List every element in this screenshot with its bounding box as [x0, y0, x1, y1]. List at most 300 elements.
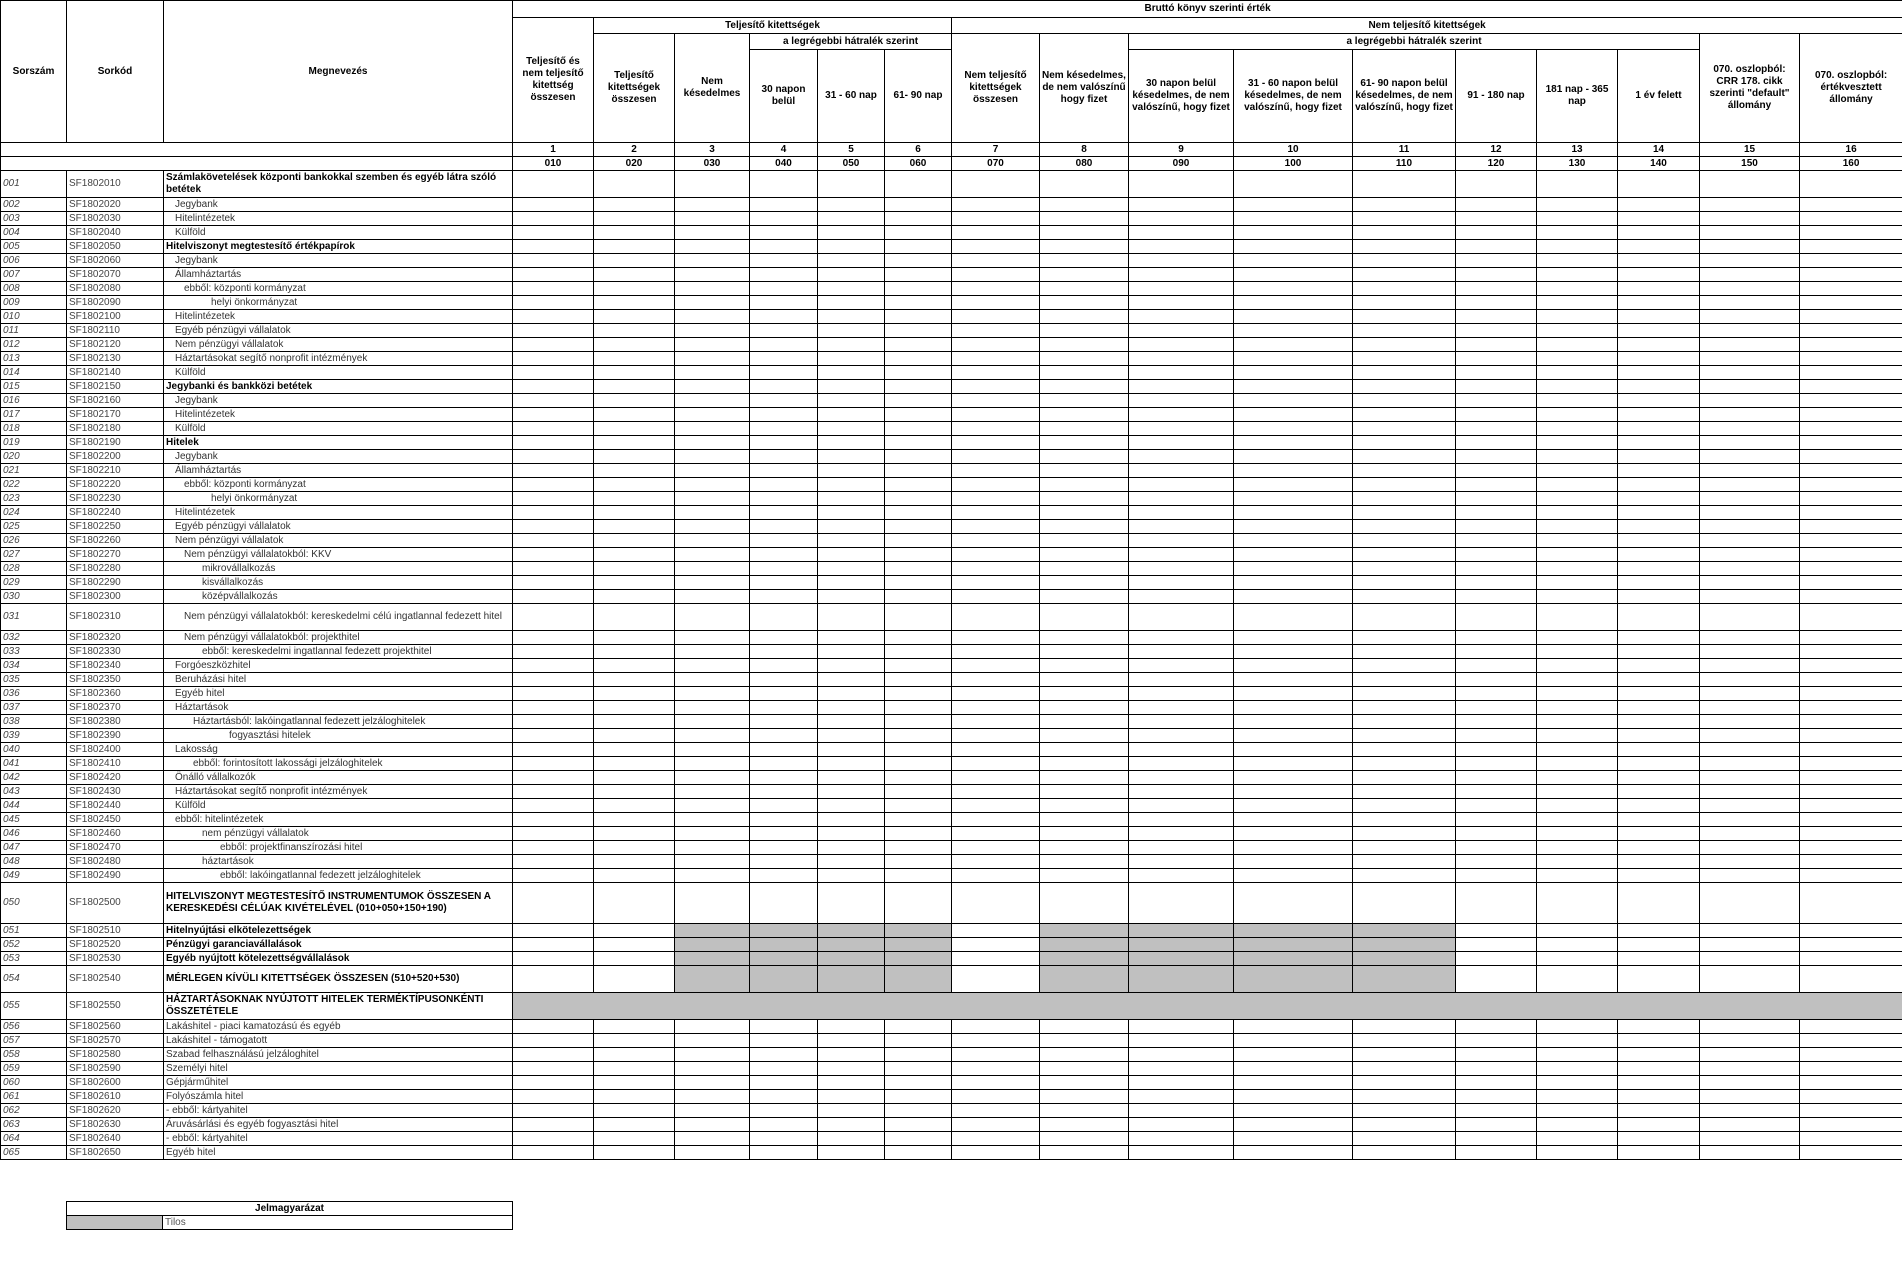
value-cell[interactable]	[513, 198, 594, 212]
value-cell[interactable]	[750, 576, 818, 590]
value-cell[interactable]	[1618, 883, 1700, 924]
value-cell[interactable]	[1234, 855, 1353, 869]
value-cell[interactable]	[1537, 757, 1618, 771]
value-cell[interactable]	[1040, 562, 1129, 576]
value-cell[interactable]	[1700, 506, 1800, 520]
value-cell[interactable]	[750, 1090, 818, 1104]
value-cell[interactable]	[1800, 952, 1902, 966]
value-cell[interactable]	[1234, 1034, 1353, 1048]
value-cell[interactable]	[1537, 687, 1618, 701]
value-cell[interactable]	[1353, 799, 1456, 813]
value-cell[interactable]	[1537, 352, 1618, 366]
value-cell[interactable]	[952, 813, 1040, 827]
value-cell[interactable]	[952, 757, 1040, 771]
value-cell[interactable]	[1537, 1034, 1618, 1048]
value-cell[interactable]	[1234, 1132, 1353, 1146]
value-cell[interactable]	[750, 1104, 818, 1118]
value-cell[interactable]	[818, 198, 885, 212]
value-cell[interactable]	[594, 506, 675, 520]
value-cell[interactable]	[1129, 450, 1234, 464]
value-cell[interactable]	[513, 520, 594, 534]
value-cell[interactable]	[1129, 226, 1234, 240]
value-cell[interactable]	[818, 226, 885, 240]
value-cell[interactable]	[1537, 254, 1618, 268]
value-cell[interactable]	[1700, 841, 1800, 855]
value-cell[interactable]	[1618, 1146, 1700, 1160]
value-cell[interactable]	[1537, 548, 1618, 562]
value-cell[interactable]	[1040, 436, 1129, 450]
value-cell[interactable]	[1353, 562, 1456, 576]
value-cell[interactable]	[1618, 520, 1700, 534]
value-cell[interactable]	[885, 380, 952, 394]
value-cell[interactable]	[1353, 492, 1456, 506]
value-cell[interactable]	[952, 212, 1040, 226]
value-cell[interactable]	[1537, 282, 1618, 296]
value-cell[interactable]	[1700, 701, 1800, 715]
value-cell[interactable]	[513, 841, 594, 855]
value-cell[interactable]	[818, 771, 885, 785]
value-cell[interactable]	[885, 855, 952, 869]
value-cell[interactable]	[1618, 408, 1700, 422]
value-cell[interactable]	[1800, 1062, 1902, 1076]
value-cell[interactable]	[594, 198, 675, 212]
value-cell[interactable]	[1456, 1090, 1537, 1104]
value-cell[interactable]	[818, 1034, 885, 1048]
value-cell[interactable]	[952, 1104, 1040, 1118]
value-cell[interactable]	[1537, 450, 1618, 464]
value-cell[interactable]	[1618, 799, 1700, 813]
value-cell[interactable]	[1234, 757, 1353, 771]
value-cell[interactable]	[1618, 1048, 1700, 1062]
value-cell[interactable]	[1129, 1118, 1234, 1132]
value-cell[interactable]	[1234, 171, 1353, 198]
value-cell[interactable]	[675, 799, 750, 813]
value-cell[interactable]	[750, 604, 818, 631]
value-cell[interactable]	[513, 883, 594, 924]
value-cell[interactable]	[594, 673, 675, 687]
value-cell[interactable]	[1618, 296, 1700, 310]
value-cell[interactable]	[952, 604, 1040, 631]
value-cell[interactable]	[1234, 1076, 1353, 1090]
value-cell[interactable]	[750, 436, 818, 450]
value-cell[interactable]	[818, 520, 885, 534]
value-cell[interactable]	[1456, 827, 1537, 841]
value-cell[interactable]	[1129, 604, 1234, 631]
value-cell[interactable]	[1353, 464, 1456, 478]
value-cell[interactable]	[1040, 254, 1129, 268]
value-cell[interactable]	[1537, 436, 1618, 450]
value-cell[interactable]	[594, 631, 675, 645]
value-cell[interactable]	[1700, 1020, 1800, 1034]
value-cell[interactable]	[1537, 1104, 1618, 1118]
value-cell[interactable]	[1129, 464, 1234, 478]
value-cell[interactable]	[1537, 729, 1618, 743]
value-cell[interactable]	[1129, 240, 1234, 254]
value-cell[interactable]	[818, 1048, 885, 1062]
value-cell[interactable]	[1700, 198, 1800, 212]
value-cell[interactable]	[513, 673, 594, 687]
value-cell[interactable]	[1800, 1020, 1902, 1034]
value-cell[interactable]	[1800, 171, 1902, 198]
value-cell[interactable]	[1129, 380, 1234, 394]
value-cell[interactable]	[594, 450, 675, 464]
value-cell[interactable]	[1800, 841, 1902, 855]
value-cell[interactable]	[885, 310, 952, 324]
value-cell[interactable]	[1800, 1090, 1902, 1104]
value-cell[interactable]	[675, 1090, 750, 1104]
value-cell[interactable]	[675, 1034, 750, 1048]
value-cell[interactable]	[1700, 562, 1800, 576]
value-cell[interactable]	[594, 464, 675, 478]
value-cell[interactable]	[594, 1034, 675, 1048]
value-cell[interactable]	[1234, 422, 1353, 436]
value-cell[interactable]	[675, 450, 750, 464]
value-cell[interactable]	[1040, 869, 1129, 883]
value-cell[interactable]	[675, 1076, 750, 1090]
value-cell[interactable]	[750, 673, 818, 687]
value-cell[interactable]	[1353, 729, 1456, 743]
value-cell[interactable]	[952, 422, 1040, 436]
value-cell[interactable]	[1700, 924, 1800, 938]
value-cell[interactable]	[952, 785, 1040, 799]
value-cell[interactable]	[1353, 212, 1456, 226]
value-cell[interactable]	[594, 757, 675, 771]
value-cell[interactable]	[1537, 366, 1618, 380]
value-cell[interactable]	[750, 729, 818, 743]
value-cell[interactable]	[1700, 715, 1800, 729]
value-cell[interactable]	[675, 813, 750, 827]
value-cell[interactable]	[675, 254, 750, 268]
value-cell[interactable]	[1129, 883, 1234, 924]
value-cell[interactable]	[952, 408, 1040, 422]
value-cell[interactable]	[818, 743, 885, 757]
value-cell[interactable]	[1040, 226, 1129, 240]
value-cell[interactable]	[885, 492, 952, 506]
value-cell[interactable]	[750, 422, 818, 436]
value-cell[interactable]	[952, 659, 1040, 673]
value-cell[interactable]	[1800, 310, 1902, 324]
value-cell[interactable]	[1537, 1020, 1618, 1034]
value-cell[interactable]	[513, 590, 594, 604]
value-cell[interactable]	[750, 562, 818, 576]
value-cell[interactable]	[750, 478, 818, 492]
value-cell[interactable]	[1353, 841, 1456, 855]
value-cell[interactable]	[1537, 576, 1618, 590]
value-cell[interactable]	[513, 338, 594, 352]
value-cell[interactable]	[1800, 282, 1902, 296]
value-cell[interactable]	[1537, 1062, 1618, 1076]
value-cell[interactable]	[885, 1034, 952, 1048]
value-cell[interactable]	[675, 1118, 750, 1132]
value-cell[interactable]	[1040, 743, 1129, 757]
value-cell[interactable]	[1800, 506, 1902, 520]
value-cell[interactable]	[952, 1076, 1040, 1090]
value-cell[interactable]	[1800, 883, 1902, 924]
value-cell[interactable]	[513, 1090, 594, 1104]
value-cell[interactable]	[1234, 240, 1353, 254]
value-cell[interactable]	[1353, 408, 1456, 422]
value-cell[interactable]	[885, 408, 952, 422]
value-cell[interactable]	[675, 576, 750, 590]
value-cell[interactable]	[1129, 869, 1234, 883]
value-cell[interactable]	[818, 464, 885, 478]
value-cell[interactable]	[1800, 743, 1902, 757]
value-cell[interactable]	[1040, 394, 1129, 408]
value-cell[interactable]	[1700, 352, 1800, 366]
value-cell[interactable]	[1353, 394, 1456, 408]
value-cell[interactable]	[1234, 366, 1353, 380]
value-cell[interactable]	[885, 883, 952, 924]
value-cell[interactable]	[1353, 757, 1456, 771]
value-cell[interactable]	[1353, 855, 1456, 869]
value-cell[interactable]	[675, 631, 750, 645]
value-cell[interactable]	[885, 1104, 952, 1118]
value-cell[interactable]	[1618, 422, 1700, 436]
value-cell[interactable]	[952, 687, 1040, 701]
value-cell[interactable]	[1618, 757, 1700, 771]
value-cell[interactable]	[513, 478, 594, 492]
value-cell[interactable]	[675, 743, 750, 757]
value-cell[interactable]	[513, 645, 594, 659]
value-cell[interactable]	[1700, 492, 1800, 506]
value-cell[interactable]	[1353, 590, 1456, 604]
value-cell[interactable]	[1700, 380, 1800, 394]
value-cell[interactable]	[952, 436, 1040, 450]
value-cell[interactable]	[952, 673, 1040, 687]
value-cell[interactable]	[1700, 534, 1800, 548]
value-cell[interactable]	[594, 352, 675, 366]
value-cell[interactable]	[1700, 338, 1800, 352]
value-cell[interactable]	[818, 1132, 885, 1146]
value-cell[interactable]	[818, 310, 885, 324]
value-cell[interactable]	[1129, 366, 1234, 380]
value-cell[interactable]	[1234, 394, 1353, 408]
value-cell[interactable]	[1234, 1020, 1353, 1034]
value-cell[interactable]	[885, 1118, 952, 1132]
value-cell[interactable]	[1537, 631, 1618, 645]
value-cell[interactable]	[885, 729, 952, 743]
value-cell[interactable]	[513, 604, 594, 631]
value-cell[interactable]	[818, 659, 885, 673]
value-cell[interactable]	[818, 785, 885, 799]
value-cell[interactable]	[1353, 1048, 1456, 1062]
value-cell[interactable]	[1800, 380, 1902, 394]
value-cell[interactable]	[952, 534, 1040, 548]
value-cell[interactable]	[675, 687, 750, 701]
value-cell[interactable]	[1700, 799, 1800, 813]
value-cell[interactable]	[818, 408, 885, 422]
value-cell[interactable]	[952, 743, 1040, 757]
value-cell[interactable]	[885, 324, 952, 338]
value-cell[interactable]	[1353, 534, 1456, 548]
value-cell[interactable]	[1800, 422, 1902, 436]
value-cell[interactable]	[1353, 450, 1456, 464]
value-cell[interactable]	[1618, 338, 1700, 352]
value-cell[interactable]	[1618, 380, 1700, 394]
value-cell[interactable]	[1353, 268, 1456, 282]
value-cell[interactable]	[1040, 659, 1129, 673]
value-cell[interactable]	[1040, 841, 1129, 855]
value-cell[interactable]	[1618, 268, 1700, 282]
value-cell[interactable]	[1800, 366, 1902, 380]
value-cell[interactable]	[513, 855, 594, 869]
value-cell[interactable]	[818, 631, 885, 645]
value-cell[interactable]	[1040, 380, 1129, 394]
value-cell[interactable]	[675, 715, 750, 729]
value-cell[interactable]	[1353, 785, 1456, 799]
value-cell[interactable]	[513, 171, 594, 198]
value-cell[interactable]	[513, 492, 594, 506]
value-cell[interactable]	[1537, 799, 1618, 813]
value-cell[interactable]	[513, 268, 594, 282]
value-cell[interactable]	[1456, 1062, 1537, 1076]
value-cell[interactable]	[594, 869, 675, 883]
value-cell[interactable]	[952, 282, 1040, 296]
value-cell[interactable]	[1800, 604, 1902, 631]
value-cell[interactable]	[513, 534, 594, 548]
value-cell[interactable]	[1700, 310, 1800, 324]
value-cell[interactable]	[1040, 687, 1129, 701]
value-cell[interactable]	[1040, 464, 1129, 478]
value-cell[interactable]	[750, 352, 818, 366]
value-cell[interactable]	[1537, 645, 1618, 659]
value-cell[interactable]	[513, 422, 594, 436]
value-cell[interactable]	[1040, 715, 1129, 729]
value-cell[interactable]	[513, 715, 594, 729]
value-cell[interactable]	[1537, 883, 1618, 924]
value-cell[interactable]	[1618, 1104, 1700, 1118]
value-cell[interactable]	[818, 506, 885, 520]
value-cell[interactable]	[1800, 408, 1902, 422]
value-cell[interactable]	[1129, 198, 1234, 212]
value-cell[interactable]	[1234, 1146, 1353, 1160]
value-cell[interactable]	[1800, 1132, 1902, 1146]
value-cell[interactable]	[1129, 520, 1234, 534]
value-cell[interactable]	[1353, 1146, 1456, 1160]
value-cell[interactable]	[1129, 1090, 1234, 1104]
value-cell[interactable]	[818, 869, 885, 883]
value-cell[interactable]	[952, 492, 1040, 506]
value-cell[interactable]	[1618, 450, 1700, 464]
value-cell[interactable]	[1700, 869, 1800, 883]
value-cell[interactable]	[1040, 422, 1129, 436]
value-cell[interactable]	[1618, 492, 1700, 506]
value-cell[interactable]	[952, 464, 1040, 478]
value-cell[interactable]	[1700, 827, 1800, 841]
value-cell[interactable]	[1800, 855, 1902, 869]
value-cell[interactable]	[1800, 869, 1902, 883]
value-cell[interactable]	[750, 827, 818, 841]
value-cell[interactable]	[1537, 324, 1618, 338]
value-cell[interactable]	[952, 771, 1040, 785]
value-cell[interactable]	[818, 268, 885, 282]
value-cell[interactable]	[675, 394, 750, 408]
value-cell[interactable]	[1040, 268, 1129, 282]
value-cell[interactable]	[594, 785, 675, 799]
value-cell[interactable]	[1040, 296, 1129, 310]
value-cell[interactable]	[1537, 226, 1618, 240]
value-cell[interactable]	[1234, 548, 1353, 562]
value-cell[interactable]	[1234, 590, 1353, 604]
value-cell[interactable]	[1456, 171, 1537, 198]
value-cell[interactable]	[818, 478, 885, 492]
value-cell[interactable]	[594, 338, 675, 352]
value-cell[interactable]	[1456, 506, 1537, 520]
value-cell[interactable]	[1537, 855, 1618, 869]
value-cell[interactable]	[1353, 1062, 1456, 1076]
value-cell[interactable]	[1353, 883, 1456, 924]
value-cell[interactable]	[1618, 715, 1700, 729]
value-cell[interactable]	[1700, 212, 1800, 226]
value-cell[interactable]	[513, 408, 594, 422]
value-cell[interactable]	[750, 1062, 818, 1076]
value-cell[interactable]	[1040, 785, 1129, 799]
value-cell[interactable]	[513, 966, 594, 993]
value-cell[interactable]	[1618, 785, 1700, 799]
value-cell[interactable]	[1040, 450, 1129, 464]
value-cell[interactable]	[952, 310, 1040, 324]
value-cell[interactable]	[594, 924, 675, 938]
value-cell[interactable]	[1129, 590, 1234, 604]
value-cell[interactable]	[1353, 240, 1456, 254]
value-cell[interactable]	[1129, 827, 1234, 841]
value-cell[interactable]	[1129, 1062, 1234, 1076]
value-cell[interactable]	[1537, 715, 1618, 729]
value-cell[interactable]	[750, 701, 818, 715]
value-cell[interactable]	[1800, 1076, 1902, 1090]
value-cell[interactable]	[818, 701, 885, 715]
value-cell[interactable]	[1618, 659, 1700, 673]
value-cell[interactable]	[1537, 659, 1618, 673]
value-cell[interactable]	[1129, 1146, 1234, 1160]
value-cell[interactable]	[818, 366, 885, 380]
value-cell[interactable]	[1040, 324, 1129, 338]
value-cell[interactable]	[1456, 757, 1537, 771]
value-cell[interactable]	[952, 548, 1040, 562]
value-cell[interactable]	[1700, 1104, 1800, 1118]
value-cell[interactable]	[1700, 240, 1800, 254]
value-cell[interactable]	[1800, 436, 1902, 450]
value-cell[interactable]	[750, 869, 818, 883]
value-cell[interactable]	[750, 841, 818, 855]
value-cell[interactable]	[1234, 1062, 1353, 1076]
value-cell[interactable]	[594, 952, 675, 966]
value-cell[interactable]	[1040, 813, 1129, 827]
value-cell[interactable]	[885, 436, 952, 450]
value-cell[interactable]	[952, 576, 1040, 590]
value-cell[interactable]	[675, 338, 750, 352]
value-cell[interactable]	[1129, 352, 1234, 366]
value-cell[interactable]	[1234, 310, 1353, 324]
value-cell[interactable]	[675, 771, 750, 785]
value-cell[interactable]	[513, 282, 594, 296]
value-cell[interactable]	[1353, 506, 1456, 520]
value-cell[interactable]	[1800, 687, 1902, 701]
value-cell[interactable]	[885, 1020, 952, 1034]
value-cell[interactable]	[750, 1118, 818, 1132]
value-cell[interactable]	[1129, 436, 1234, 450]
value-cell[interactable]	[885, 827, 952, 841]
value-cell[interactable]	[1234, 869, 1353, 883]
value-cell[interactable]	[1700, 422, 1800, 436]
value-cell[interactable]	[1353, 310, 1456, 324]
value-cell[interactable]	[750, 855, 818, 869]
value-cell[interactable]	[1129, 1076, 1234, 1090]
value-cell[interactable]	[1537, 268, 1618, 282]
value-cell[interactable]	[750, 268, 818, 282]
value-cell[interactable]	[1456, 198, 1537, 212]
value-cell[interactable]	[675, 310, 750, 324]
